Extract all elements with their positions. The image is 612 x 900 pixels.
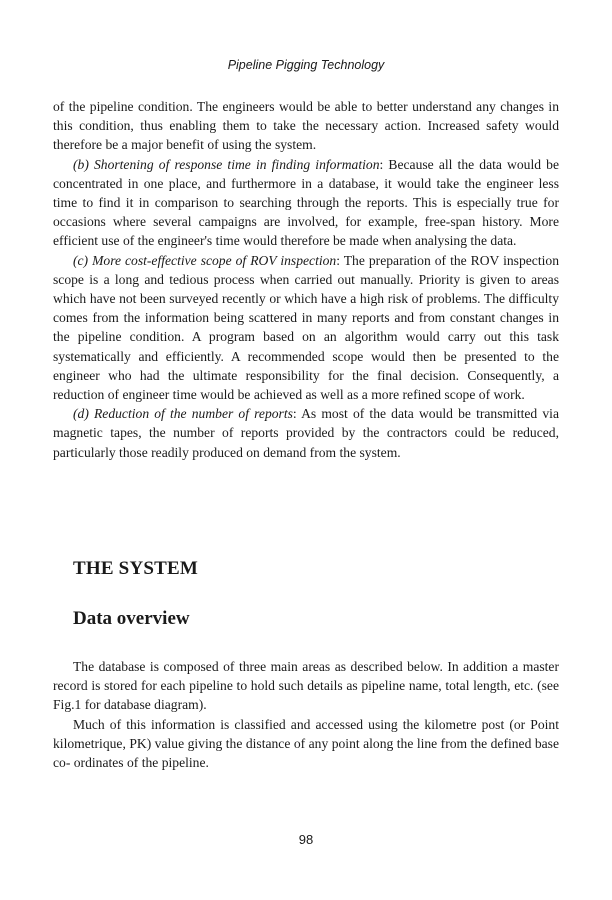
paragraph-d-text: : As most of the data would be transmitted via magnetic tapes, the number of reports provided by the contractors could be reduced, particularly those readily produced on demand from the system. xyxy=(53,406,559,460)
paragraph-c-lead: (c) More cost-effective scope of ROV inspection xyxy=(73,252,337,268)
body-text-bottom xyxy=(53,657,559,772)
running-head: Pipeline Pigging Technology xyxy=(227,58,385,72)
paragraph-d-lead: (d) Reduction of the number of reports xyxy=(73,406,293,422)
paragraph-overview-2: Much of this information is classified and accessed using the kilometre post (or Point kilometrique, PK) value giving the distance of any point along the line from the defined base co- ordinates of the pipeline. xyxy=(53,716,559,771)
paragraph-b-text: : Because all the data would be concentrated in one place, and furthermore in a database, it would take the engineer less time to find it in comparison to searching through the reports. This is especially true for occasions where several campaigns are involved, for example, free-span history. More efficient use of the engineer's time would therefore be made when analysing the data. xyxy=(53,156,560,249)
paragraph-overview-1: The database is composed of three main areas as described below. In addition a master record is stored for each pipeline to hold such details as pipeline name, total length, etc. (see Fig.1 for database diagram). xyxy=(53,659,559,713)
page-number: 98 xyxy=(298,832,314,847)
paragraph-c xyxy=(53,251,559,405)
paragraph-c-text: : The preparation of the ROV inspection scope is a long and tedious process when carried out manually. Priority is given to areas which have not been surveyed recently or which have a high risk of problems. The difficulty comes from the information being scattered in many reports and from constant changes in the pipeline condition. A program based on an algorithm would carry out this task systematically and efficiently. A recommended scope would then be presented to the engineer who had the ultimate responsibility for the final decision. Consequently, a reduction of engineer time would be achieved as well as a more refined scope of work. xyxy=(53,252,559,403)
section-heading: THE SYSTEM xyxy=(73,558,199,579)
paragraph-d xyxy=(53,404,559,462)
paragraph-b-lead: (b) Shortening of response time in finding information xyxy=(73,156,380,172)
body-text-top xyxy=(53,97,559,462)
paragraph-b xyxy=(53,155,559,251)
sub-heading: Data overview xyxy=(73,608,190,629)
paragraph-1 xyxy=(53,97,559,155)
paragraph-1-text: of the pipeline condition. The engineers would be able to better understand any changes in this condition, thus enabling them to take the necessary action. Increased safety would therefore be a major benefit of using the system. xyxy=(53,99,559,153)
